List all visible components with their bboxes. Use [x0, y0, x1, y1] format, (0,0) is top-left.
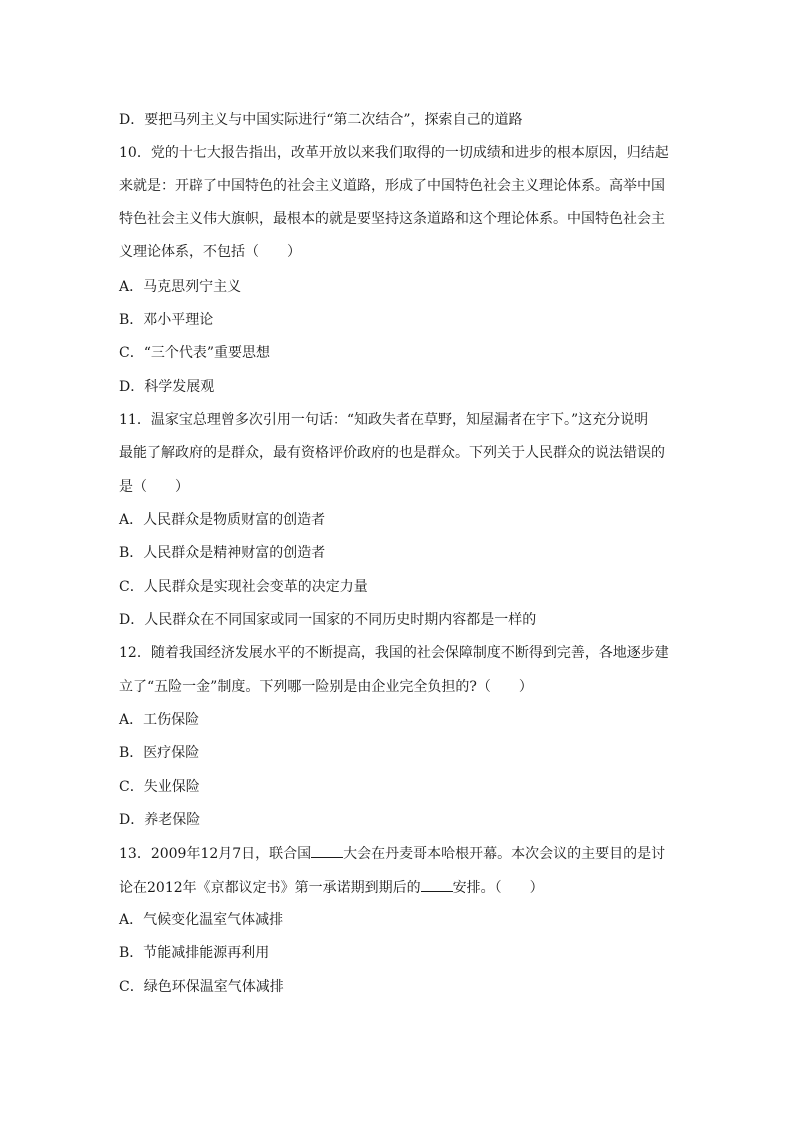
text-line: 特色社会主义伟大旗帜，最根本的就是要坚持这条道路和这个理论体系。中国特色社会主: [119, 211, 665, 227]
fill-in-blank: [311, 843, 343, 858]
option-line: A．气候变化温室气体减排: [119, 912, 284, 928]
option-line: C．绿色环保温室气体减排: [119, 979, 284, 995]
text-line: A．工伤保险: [119, 712, 200, 728]
text-segment: 13．2009年12月7日，联合国: [119, 846, 312, 862]
text-line: 12．随着我国经济发展水平的不断提高，我国的社会保障制度不断得到完善，各地逐步建: [119, 645, 669, 661]
text-line: 来就是：开辟了中国特色的社会主义道路，形成了中国特色社会主义理论体系。高举中国: [119, 178, 665, 194]
text-line: D．科学发展观: [119, 379, 215, 395]
text-line: C．“三个代表”重要思想: [119, 345, 271, 361]
text-line: C．失业保险: [119, 779, 200, 795]
text-line: A．马克思列宁主义: [119, 279, 242, 295]
text-line: 11．温家宝总理曾多次引用一句话：“知政失者在草野，知屋漏者在宇下。”这充分说明: [119, 412, 649, 428]
text-line: A．人民群众是物质财富的创造者: [119, 512, 326, 528]
text-line: 10．党的十七大报告指出，改革开放以来我们取得的一切成绩和进步的根本原因，归结起: [119, 145, 669, 161]
text-segment: 论在2012年《京都议定书》第一承诺期到期后的: [119, 880, 421, 896]
text-line: D．养老保险: [119, 812, 201, 828]
text-line: B．邓小平理论: [119, 312, 214, 328]
text-line: 义理论体系，不包括（ ）: [119, 244, 301, 260]
text-line: 是（ ）: [119, 479, 189, 495]
text-segment: 安排。（ ）: [452, 880, 544, 896]
text-line: C．人民群众是实现社会变革的决定力量: [119, 579, 368, 595]
question-13-line-2: [119, 877, 544, 897]
text-line: B．人民群众是精神财富的创造者: [119, 545, 326, 561]
text-line: B．医疗保险: [119, 745, 200, 761]
text-line: D．要把马列主义与中国实际进行“第二次结合”，探索自己的道路: [119, 112, 523, 128]
option-line: B．节能减排能源再利用: [119, 945, 270, 961]
question-13-line-1: [119, 843, 665, 863]
text-line: 立了“五险一金”制度。下列哪一险别是由企业完全负担的?（ ）: [119, 679, 533, 695]
fill-in-blank: [421, 877, 453, 892]
text-segment: 大会在丹麦哥本哈根开幕。本次会议的主要目的是讨: [343, 846, 666, 862]
text-line: D．人民群众在不同国家或同一国家的不同历史时期内容都是一样的: [119, 612, 537, 628]
text-line: 最能了解政府的是群众，最有资格评价政府的也是群众。下列关于人民群众的说法错误的: [119, 445, 665, 461]
